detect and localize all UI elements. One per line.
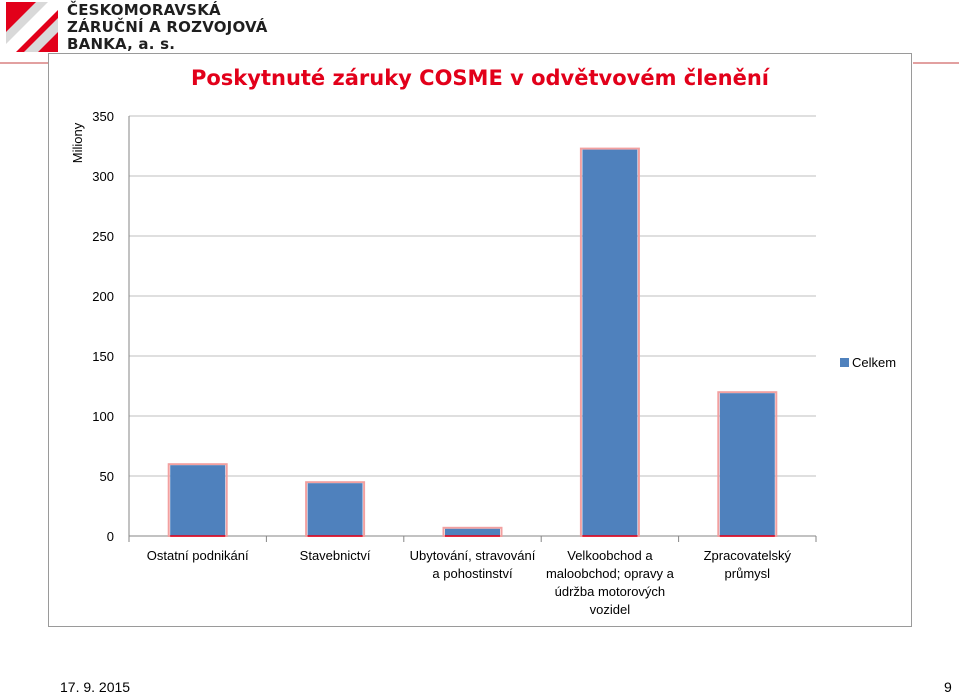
page-number: 9 <box>944 679 952 695</box>
bar <box>308 483 363 536</box>
y-tick-label: 100 <box>92 409 114 424</box>
chart-title: Poskytnuté záruky COSME v odvětvovém členění <box>190 66 769 90</box>
x-category-label: Zpracovatelský <box>703 548 792 563</box>
logo-line-1: ČESKOMORAVSKÁ <box>67 1 221 19</box>
y-tick-label: 300 <box>92 169 114 184</box>
bar <box>582 150 637 536</box>
x-category-label: Ubytování, stravování <box>409 548 536 563</box>
bar <box>720 393 775 536</box>
legend-label: Celkem <box>852 355 897 370</box>
x-category-label: údržba motorových <box>554 584 666 599</box>
bar <box>170 465 225 536</box>
logo-line-2: ZÁRUČNÍ A ROZVOJOVÁ <box>67 18 268 36</box>
y-tick-label: 0 <box>106 529 114 544</box>
y-tick-label: 250 <box>92 229 114 244</box>
y-tick-label: 350 <box>92 109 114 124</box>
y-tick-label: 200 <box>92 289 114 304</box>
x-category-label: průmysl <box>724 566 771 581</box>
footer-date: 17. 9. 2015 <box>60 679 131 695</box>
x-category-label: Ostatní podnikání <box>146 548 249 563</box>
y-tick-label: 50 <box>99 469 114 484</box>
y-axis-label: Miliony <box>70 122 85 164</box>
x-category-label: vozidel <box>589 602 631 617</box>
y-tick-label: 150 <box>92 349 114 364</box>
bar <box>445 529 500 536</box>
x-category-label: a pohostinství <box>432 566 513 581</box>
x-category-label: Velkoobchod a <box>567 548 653 563</box>
x-category-label: Stavebnictví <box>299 548 371 563</box>
x-category-label: maloobchod; opravy a <box>545 566 674 581</box>
logo-line-3: BANKA, a. s. <box>67 35 176 53</box>
legend-swatch <box>840 358 849 367</box>
